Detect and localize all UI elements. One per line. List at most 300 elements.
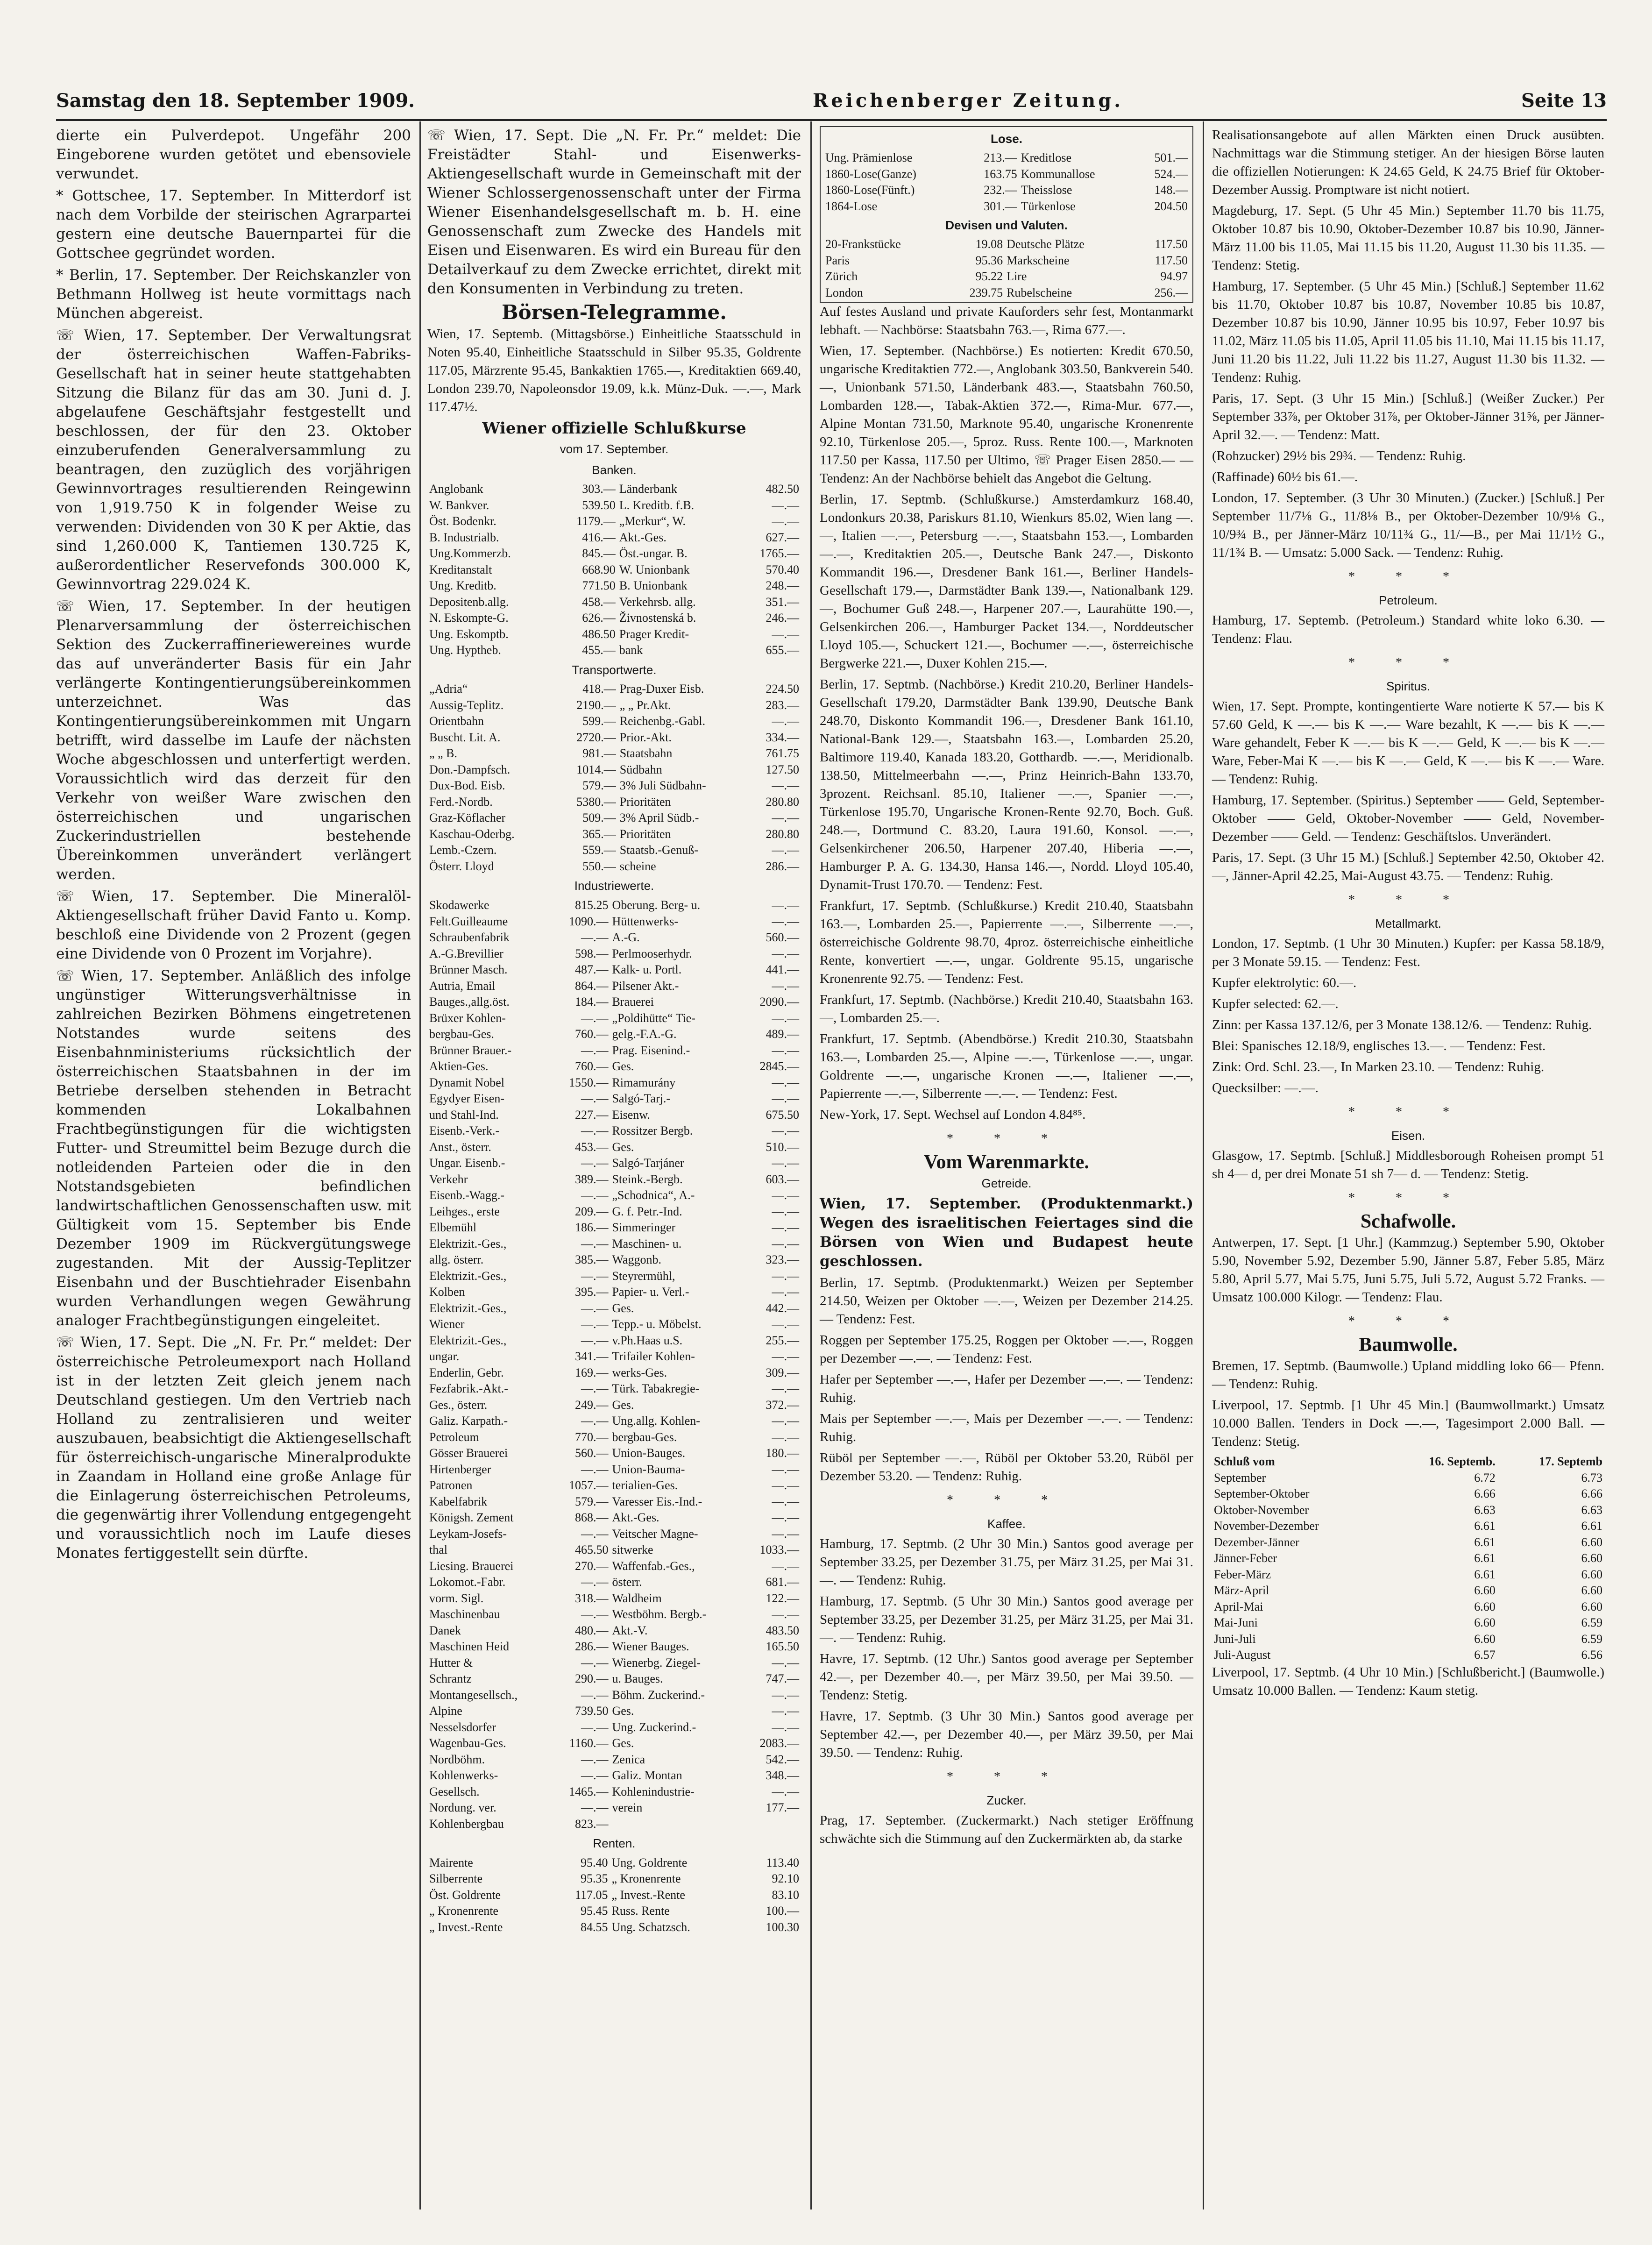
column-divider	[419, 121, 421, 2209]
table-cell: 416.—	[582, 530, 616, 544]
table-cell: —.—	[772, 1236, 799, 1250]
table-cell: Akt.-V.	[612, 1623, 648, 1637]
table-row	[427, 1107, 801, 1123]
table-cell: 458.—	[582, 595, 616, 609]
table-cell: Kreditlose	[1021, 151, 1072, 164]
zucker-reports	[1212, 126, 1604, 562]
table-cell: Staatsbahn	[619, 746, 673, 760]
column-3	[820, 126, 1193, 1851]
table-row	[427, 642, 801, 659]
table-cell: —.—	[772, 627, 799, 641]
table-cell: und Stahl-Ind.	[429, 1108, 499, 1122]
table-cell: 100.30	[766, 1920, 799, 1934]
table-cell: London	[825, 285, 863, 299]
report-paragraph: Kupfer selected: 62.—.	[1212, 996, 1339, 1011]
table-cell: 1550.—	[568, 1075, 609, 1089]
table-cell: Öst.-ungar. B.	[619, 547, 688, 561]
table-cell: 815.25	[574, 898, 609, 912]
table-cell: —.—	[581, 1092, 609, 1106]
table-cell: —.—	[581, 1236, 609, 1250]
table-cell: Rimamurány	[612, 1075, 676, 1089]
table-cell: 303.—	[582, 482, 616, 496]
table-cell: 579.—	[574, 1494, 609, 1508]
zucker-heading: Zucker.	[986, 1793, 1027, 1807]
table-cell: 1860-Lose(Fünft.)	[825, 183, 915, 197]
table-row	[427, 746, 801, 762]
table-cell: 16. Septemb.	[1429, 1455, 1496, 1468]
table-cell: 6.61	[1474, 1567, 1496, 1581]
table-cell: Dezember-Jänner	[1214, 1535, 1299, 1549]
table-cell: Ung.allg. Kohlen-	[612, 1414, 700, 1428]
table-cell: 1033.—	[759, 1543, 799, 1557]
separator-stars: * * *	[1348, 655, 1468, 670]
table-cell: —.—	[772, 1655, 799, 1670]
table-cell: „ „ Pr.Akt.	[619, 698, 671, 712]
report-paragraph: Berlin, 17. Septmb. (Schlußkurse.) Amsterdamkurz 168.40, Londonkurs 20.38, Pariskurs 81.10, Wienkurs 85.02, Wien lang —.—, Italien —.—, Petersburg —.—, Staatsbahn 153.—, Lombarden —.—, Kreditaktien 205.—, Deutsche Bank 247.—, Diskonto Kommandit 196.—, Dresdener Bank 161.—, Berliner Handels-Gesellschaft 179.—, Darmstädter Bank 139.—, Nationalbank 129.—, Bochumer Guß 248.—, Harpener 207.—, Laurahütte 190.—, Gelsenkirchen 206.—, Hamburger Packet 134.—, Norddeutscher Lloyd 105.—, Schuckert 121.—, Bochumer —.—, österreichische Bergwerke 221.—, Duxer Kohlen 215.—.	[820, 492, 1193, 671]
table-cell: 184.—	[574, 995, 609, 1009]
table-cell: —.—	[581, 1188, 609, 1202]
table-cell: Kaschau-Oderbg.	[429, 827, 515, 841]
table-cell: 418.—	[582, 682, 616, 696]
table-cell: Dux-Bod. Eisb.	[429, 779, 505, 793]
report-paragraph: Roggen per September 175.25, Roggen per Oktober —.—, Roggen per Dezember —.—. — Tendenz: Fest.	[820, 1333, 1193, 1366]
table-cell: 84.55	[581, 1920, 608, 1934]
table-cell: 283.—	[766, 698, 799, 712]
table-cell: Ung. Schatzsch.	[611, 1920, 690, 1934]
table-row	[427, 681, 801, 697]
table-row	[427, 1429, 801, 1446]
table-row	[427, 1059, 801, 1075]
table-cell: Trifailer Kohlen-	[612, 1350, 695, 1364]
table-cell: Kohlenindustrie-	[612, 1784, 695, 1798]
table-cell: Kohlenbergbau	[429, 1817, 504, 1831]
table-cell: 3% Juli Südbahn-	[619, 779, 706, 793]
table-cell: —.—	[772, 1382, 799, 1396]
report-paragraph: New-York, 17. Sept. Wechsel auf London 4.84⁸⁵.	[820, 1107, 1086, 1122]
table-cell: 598.—	[574, 946, 609, 960]
news-paragraph: ☏ Wien, 17. September. Die Mineralöl-Aktiengesellschaft früher David Fanto u. Komp. beschloß eine Dividende von 2 Prozent (gegen eine Dividende von 0 Prozent im Vorjahre).	[56, 888, 411, 962]
table-cell: —.—	[772, 514, 799, 528]
table-cell: 845.—	[582, 547, 616, 561]
table-cell: bank	[619, 643, 643, 657]
table-cell: September-Oktober	[1214, 1487, 1310, 1500]
table-cell: Feber-März	[1214, 1567, 1271, 1581]
table-cell: Lokomot.-Fabr.	[429, 1575, 506, 1589]
section-title-warenmarkt: Vom Warenmarkte.	[924, 1151, 1089, 1173]
table-cell: 524.—	[1154, 167, 1188, 181]
table-cell: G. f. Petr.-Ind.	[612, 1204, 682, 1218]
table-cell: Brünner Masch.	[429, 963, 508, 977]
table-cell: Rubelscheine	[1007, 285, 1072, 299]
table-cell: Autria, Email	[429, 979, 496, 993]
table-cell: 6.60	[1581, 1535, 1602, 1549]
table-cell: „ Invest.-Rente	[611, 1888, 685, 1902]
boersen-reports	[820, 303, 1193, 1124]
table-cell: 627.—	[766, 530, 799, 544]
table-cell: Böhm. Zuckerind.-	[612, 1688, 705, 1702]
table-cell: 480.—	[574, 1623, 609, 1637]
table-cell: W. Unionbank	[619, 562, 690, 576]
baumwolle-schluss-table	[1212, 1454, 1604, 1663]
report-paragraph: London, 17. September. (3 Uhr 30 Minuten.) (Zucker.) [Schluß.] Per September 11/7⅛ G., 11/8⅛ B., per Oktober-Dezember 10/9⅛ G., 10/9¾ B., per Jänner-März 10/11¾ G., 11/—B., per Mai 11/1½ G., 11/1¾ B. — Umsatz: 5.000 Sack. — Tendenz: Ruhig.	[1212, 490, 1604, 560]
table-cell: allg. österr.	[429, 1253, 484, 1267]
table-cell: Nordung. ver.	[429, 1801, 496, 1815]
table-cell: 177.—	[766, 1801, 799, 1815]
table-row	[427, 1639, 801, 1655]
table-cell: Ung. Goldrente	[611, 1855, 688, 1869]
report-paragraph: Frankfurt, 17. Septmb. (Nachbörse.) Kredit 210.40, Staatsbahn 163.—, Lombarden 25.—.	[820, 992, 1193, 1025]
table-row	[427, 530, 801, 546]
table-row	[427, 1784, 801, 1800]
table-cell: Egydyer Eisen-	[429, 1092, 505, 1106]
table-cell: Kommunallose	[1021, 167, 1095, 181]
table-cell: Ung.Kommerzb.	[429, 547, 511, 561]
table-cell: 95.45	[581, 1904, 608, 1918]
table-row	[427, 546, 801, 562]
news-paragraph: * Berlin, 17. September. Der Reichskanzler von Bethmann Hollweg ist heute vormittags nach München abgereist.	[56, 267, 411, 322]
table-row	[427, 1558, 801, 1575]
getreide-heading: Getreide.	[981, 1176, 1032, 1190]
table-cell: Steyrermühl,	[612, 1269, 675, 1283]
table-row	[427, 794, 801, 810]
table-cell: —.—	[581, 1269, 609, 1283]
table-row	[427, 762, 801, 778]
table-cell: Elektrizit.-Ges.,	[429, 1236, 507, 1250]
table-cell: 95.36	[975, 253, 1003, 267]
table-cell: 17. Septemb	[1539, 1455, 1602, 1468]
table-row	[427, 914, 801, 930]
table-cell: 6.60	[1474, 1616, 1496, 1629]
table-cell: Gösser Brauerei	[429, 1446, 508, 1460]
table-cell: 760.—	[574, 1027, 609, 1041]
table-cell: B. Unionbank	[619, 579, 688, 593]
table-cell: 560.—	[574, 1446, 609, 1460]
table-row	[1212, 1535, 1604, 1551]
table-row	[427, 1816, 801, 1833]
table-cell: —.—	[772, 811, 799, 825]
table-cell: 864.—	[574, 979, 609, 993]
table-cell: —.—	[772, 1607, 799, 1621]
report-paragraph: Wien, 17. Sept. Prompte, kontingentierte Ware notierte K 57.— bis K 57.60 Geld, K —.— bis K —.— Ware bezahlt, K —.— bis K —.— Ware gehandelt, Feber K —.— bis K —.— Geld, K —.— bis K —.— Ware, Feber-Mai K —.— bis K —.— Geld, K —.— bis K —.— Ware. — Tendenz: Ruhig.	[1212, 699, 1604, 787]
separator-stars: * * *	[1348, 1191, 1468, 1205]
table-cell: A.-G.Brevillier	[429, 946, 503, 960]
table-cell: 6.60	[1581, 1599, 1602, 1613]
table-cell: Veitscher Magne-	[612, 1527, 698, 1541]
table-cell: Gesellsch.	[429, 1784, 480, 1798]
table-row	[427, 1494, 801, 1510]
table-cell: Verkehr	[429, 1172, 468, 1186]
lose-table	[823, 150, 1190, 214]
schafwolle-paragraph: Antwerpen, 17. Sept. [1 Uhr.] (Kammzug.) September 5.90, Oktober 5.90, November 5.92, Dezember 5.90, Jänner 5.87, Feber 5.85, März 5.80, April 5.77, Mai 5.75, Juni 5.75, Juli 5.72, August 5.72 Franks. — Umsatz 100.000 Kilogr. — Tendenz: Flau.	[1212, 1235, 1604, 1305]
table-row	[1212, 1486, 1604, 1502]
petroleum-paragraph: Hamburg, 17. Septemb. (Petroleum.) Standard white loko 6.30. — Tendenz: Flau.	[1212, 613, 1604, 646]
table-cell: 6.61	[1474, 1551, 1496, 1565]
table-cell: vorm. Sigl.	[429, 1591, 484, 1605]
table-cell: bergbau-Ges.	[429, 1027, 494, 1041]
table-cell: Waldheim	[612, 1591, 662, 1605]
table-row	[427, 778, 801, 794]
table-cell: Bauges.,allg.öst.	[429, 995, 510, 1009]
table-cell: Prioritäten	[619, 827, 671, 841]
table-cell: Salgó-Tarj.-	[612, 1092, 670, 1106]
table-row	[1212, 1615, 1604, 1631]
table-cell: 286.—	[574, 1640, 609, 1654]
table-cell: Eisenw.	[612, 1108, 650, 1122]
table-row	[427, 697, 801, 714]
table-row	[427, 1671, 801, 1687]
table-cell: 6.56	[1581, 1648, 1602, 1662]
table-row	[1212, 1550, 1604, 1567]
table-cell: 675.50	[766, 1108, 799, 1122]
table-cell: Tepp.- u. Möbelst.	[612, 1317, 702, 1331]
table-cell: österr.	[612, 1575, 642, 1589]
table-cell: Perlmooserhydr.	[612, 946, 692, 960]
table-row	[427, 1623, 801, 1639]
table-cell: A.-G.	[612, 931, 640, 945]
report-paragraph: (Raffinade) 60½ bis 61.—.	[1212, 469, 1358, 484]
report-paragraph: Berlin, 17. Septmb. (Produktenmarkt.) Weizen per September 214.50, Weizen per Oktober —.—, Weizen per Dezember 214.25. — Tendenz: Fest.	[820, 1275, 1193, 1327]
table-cell: 579.—	[582, 779, 616, 793]
table-cell: Orientbahn	[429, 714, 484, 728]
report-paragraph: Kupfer elektrolytic: 60.—.	[1212, 975, 1357, 990]
table-cell: 542.—	[766, 1752, 799, 1766]
table-cell: Eisenb.-Wagg.-	[429, 1188, 505, 1202]
table-cell: 224.50	[766, 682, 799, 696]
table-cell: „Merkur“, W.	[619, 514, 686, 528]
table-cell: Theisslose	[1021, 183, 1072, 197]
table-row	[427, 1026, 801, 1043]
spiritus-reports	[1212, 697, 1604, 885]
table-cell: 270.—	[574, 1559, 609, 1573]
table-cell: 6.60	[1581, 1584, 1602, 1597]
table-row	[427, 497, 801, 514]
lose-title: Lose.	[991, 132, 1022, 146]
table-row	[1212, 1631, 1604, 1648]
table-cell: —.—	[772, 1221, 799, 1235]
table-cell: Enderlin, Gebr.	[429, 1365, 504, 1379]
table-cell: 501.—	[1154, 151, 1188, 164]
table-row	[427, 1333, 801, 1349]
table-row	[427, 1703, 801, 1719]
table-cell: 148.—	[1154, 183, 1188, 197]
table-cell: 5380.—	[576, 795, 616, 809]
table-cell: —.—	[772, 1511, 799, 1525]
table-cell: 442.—	[766, 1301, 799, 1315]
table-cell: 113.40	[766, 1855, 799, 1869]
table-cell: —.—	[772, 843, 799, 857]
table-cell: Danek	[429, 1623, 461, 1637]
table-cell: Maschinenbau	[429, 1607, 500, 1621]
table-cell: —.—	[772, 1285, 799, 1299]
kaffee-reports	[820, 1535, 1193, 1762]
table-cell: Lemb.-Czern.	[429, 843, 497, 857]
table-row	[427, 713, 801, 730]
table-row	[427, 1510, 801, 1526]
table-cell: Juni-Juli	[1214, 1632, 1256, 1646]
table-cell: 509.—	[582, 811, 616, 825]
table-cell: Anst., österr.	[429, 1140, 491, 1154]
table-cell: —.—	[581, 1655, 609, 1670]
kurs-table	[427, 897, 801, 1832]
table-cell: Wiener Bauges.	[612, 1640, 689, 1654]
table-cell: Skodawerke	[429, 898, 489, 912]
table-cell: ungar.	[429, 1350, 460, 1364]
table-cell: 248.—	[766, 579, 799, 593]
devisen-title: Devisen und Valuten.	[945, 218, 1068, 232]
report-paragraph: Frankfurt, 17. Septmb. (Schlußkurse.) Kredit 210.40, Staatsbahn 163.—, Lombarden 25.—, Papierrente —.—, Silberrente —.—, österreichische Goldrente 98.70, 4proz. österreichische einheitliche Rente, konvertiert —.—, ungar. Goldrente 95.15, ungarische Kronenrente 92.75. — Tendenz: Fest.	[820, 898, 1193, 986]
table-cell: Akt.-Ges.	[612, 1511, 659, 1525]
report-paragraph: Hamburg, 17. September. (5 Uhr 45 Min.) [Schluß.] September 11.62 bis 11.70, Oktober 10.87 bis 10.87, November 10.85 bis 10.87, Dezember 10.87 bis 10.90, Jänner 10.95 bis 10.97, Feber 10.97 bis 11.02, März 11.05 bis 11.05, April 11.05 bis 11.10, Mai 11.15 bis 11.17, Juni 11.20 bis 11.22, Juli 11.22 bis 11.27, August 11.30 bis 11.32. — Tendenz: Ruhig.	[1212, 279, 1604, 385]
table-cell: 1057.—	[568, 1478, 609, 1492]
table-cell: Felt.Guilleaume	[429, 914, 508, 928]
table-cell: 6.63	[1474, 1503, 1496, 1517]
table-row	[427, 842, 801, 859]
table-cell: 1860-Lose(Ganze)	[825, 167, 916, 181]
table-cell: Elektrizit.-Ges.,	[429, 1301, 507, 1315]
table-cell: Elbemühl	[429, 1221, 477, 1235]
table-cell: 981.—	[582, 746, 616, 760]
table-cell: 186.—	[574, 1221, 609, 1235]
table-cell: 771.50	[582, 579, 616, 593]
table-row	[427, 1284, 801, 1300]
table-row	[427, 594, 801, 611]
table-cell: 301.—	[984, 199, 1017, 213]
table-row	[1212, 1647, 1604, 1663]
table-cell: —.—	[581, 1382, 609, 1396]
table-cell: Galiz. Montan	[612, 1769, 682, 1783]
table-cell: sitwerke	[612, 1543, 653, 1557]
metall-reports	[1212, 935, 1604, 1097]
table-cell: 117.50	[1155, 253, 1188, 267]
table-cell: 286.—	[766, 859, 799, 873]
table-cell: —.—	[772, 498, 799, 512]
table-cell: Ung. Kreditb.	[429, 579, 496, 593]
table-cell: —.—	[581, 1414, 609, 1428]
table-cell: Kolben	[429, 1285, 465, 1299]
table-cell: 6.61	[1474, 1535, 1496, 1549]
petroleum-heading: Petroleum.	[1379, 593, 1438, 607]
table-cell: 868.—	[574, 1511, 609, 1525]
table-cell: 482.50	[766, 482, 799, 496]
table-row	[427, 562, 801, 578]
report-paragraph: Blei: Spanisches 12.18/9, englisches 13.—. — Tendenz: Fest.	[1212, 1038, 1546, 1053]
table-cell: —.—	[581, 1801, 609, 1815]
table-cell: Brüxer Kohlen-	[429, 1011, 506, 1025]
table-row	[427, 610, 801, 626]
table-cell: Deutsche Plätze	[1007, 237, 1085, 251]
report-paragraph: Zink: Ord. Schl. 23.—, In Marken 23.10. — Tendenz: Ruhig.	[1212, 1059, 1545, 1074]
table-cell: —.—	[581, 1720, 609, 1734]
news-paragraph: ☏ Wien, 17. Sept. Die „N. Fr. Pr.“ meldet: Die Freistädter Stahl- und Eisenwerks-Aktiengesellschaft wurde in Gemeinschaft mit der Wiener Schlossergenossenschaft unter der Firma Wiener Eisenhandelsgesellschaft m. b. H. eine Genossenschaft zum Zwecke des Handels mit Eisen und Eisenwaren. Es wird ein Bureau für den Detailverkauf zu dem Zwecke errichtet, direkt mit den Konsumenten in Verbindung zu treten.	[427, 127, 801, 297]
kaffee-heading: Kaffee.	[987, 1517, 1026, 1531]
header-masthead: Reichenberger Zeitung.	[812, 89, 1124, 112]
table-cell: 6.59	[1581, 1632, 1602, 1646]
eisen-paragraph: Glasgow, 17. Septmb. [Schluß.] Middlesborough Roheisen prompt 51 sh 4— d, per drei Monate 51 sh 7— d. — Tendenz: Stetig.	[1212, 1148, 1604, 1181]
table-cell: Steink.-Bergb.	[612, 1172, 683, 1186]
table-cell: Pilsener Akt.-	[612, 979, 679, 993]
table-cell: Reichenbg.-Gabl.	[619, 714, 706, 728]
table-cell: 6.66	[1581, 1487, 1602, 1500]
table-cell: Schraubenfabrik	[429, 931, 510, 945]
report-paragraph: Hamburg, 17. Septmb. (5 Uhr 30 Min.) Santos good average per September 33.25, per Dezember 31.25, per März 31.25, per Mai 31.—. — Tendenz: Ruhig.	[820, 1594, 1193, 1645]
section-title-schafwolle: Schafwolle.	[1360, 1211, 1456, 1232]
table-cell: —.—	[772, 779, 799, 793]
table-cell: Nordböhm.	[429, 1752, 485, 1766]
table-cell: Kohlenwerks-	[429, 1769, 498, 1783]
table-cell: 94.97	[1160, 270, 1188, 283]
table-row	[823, 269, 1190, 285]
table-cell: gelg.-F.A.-G.	[612, 1027, 677, 1041]
kurs-table	[427, 1855, 801, 1936]
report-paragraph: Magdeburg, 17. Sept. (5 Uhr 45 Min.) September 11.70 bis 11.75, Oktober 10.87 bis 10.90, Oktober-Dezember 10.87 bis 10.90, Jänner-März 11.00 bis 11.05, Mai 11.15 bis 11.20, August 11.30 bis 11.35. — Tendenz: Stetig.	[1212, 203, 1604, 273]
table-cell: Ung. Prämienlose	[825, 151, 913, 164]
table-row	[427, 730, 801, 746]
table-cell: Russ. Rente	[611, 1904, 670, 1918]
table-cell: Maschinen Heid	[429, 1640, 510, 1654]
table-cell: Don.-Dampfsch.	[429, 762, 510, 776]
table-cell: Ges.	[612, 1301, 634, 1315]
table-cell: 249.—	[574, 1398, 609, 1412]
table-cell: 385.—	[574, 1253, 609, 1267]
table-cell: —.—	[581, 1043, 609, 1057]
table-cell: Buscht. Lit. A.	[429, 730, 501, 744]
table-cell: Brauerei	[612, 995, 654, 1009]
table-row	[427, 1719, 801, 1736]
table-cell: —.—	[581, 1333, 609, 1347]
table-row	[427, 978, 801, 995]
table-cell: September	[1214, 1471, 1266, 1485]
table-cell: —.—	[581, 1301, 609, 1315]
table-cell: 309.—	[766, 1365, 799, 1379]
table-cell: —.—	[772, 1720, 799, 1734]
table-cell: Hutter &	[429, 1655, 473, 1670]
table-cell: v.Ph.Haas u.S.	[612, 1333, 683, 1347]
baumwolle-reports	[1212, 1357, 1604, 1451]
spiritus-heading: Spiritus.	[1386, 679, 1430, 693]
table-row	[427, 826, 801, 843]
table-row	[427, 1903, 801, 1919]
table-cell: —.—	[581, 1156, 609, 1170]
table-cell: Schrantz	[429, 1672, 472, 1686]
table-header-row	[1212, 1454, 1604, 1470]
table-cell: N. Eskompte-G.	[429, 611, 509, 625]
table-cell: 395.—	[574, 1285, 609, 1299]
table-cell: 655.—	[766, 643, 799, 657]
kurs-section-heading: Renten.	[593, 1836, 636, 1851]
table-cell: —.—	[581, 1752, 609, 1766]
table-cell: —.—	[772, 1156, 799, 1170]
table-row	[427, 1397, 801, 1414]
table-cell: B. Industrialb.	[429, 530, 499, 544]
table-cell: „Poldihütte“ Tie-	[612, 1011, 695, 1025]
report-paragraph: London, 17. Septmb. (1 Uhr 30 Minuten.) Kupfer: per Kassa 58.18/9, per 3 Monate 59.15. — Tendenz: Fest.	[1212, 936, 1604, 969]
table-cell: —.—	[581, 1011, 609, 1025]
table-cell: 6.60	[1581, 1567, 1602, 1581]
table-cell: 455.—	[582, 643, 616, 657]
table-cell: Simmeringer	[612, 1221, 676, 1235]
table-cell: 626.—	[582, 611, 616, 625]
table-cell: 761.75	[766, 746, 799, 760]
devisen-table	[823, 236, 1190, 301]
table-cell: Länderbank	[619, 482, 677, 496]
table-cell: Ges.	[612, 1398, 634, 1412]
table-cell: Zenica	[612, 1752, 645, 1766]
table-cell: 20-Frankstücke	[825, 237, 901, 251]
metall-heading: Metallmarkt.	[1375, 916, 1441, 931]
table-cell: Prioritäten	[619, 795, 671, 809]
table-row	[427, 1606, 801, 1623]
table-row	[823, 182, 1190, 199]
